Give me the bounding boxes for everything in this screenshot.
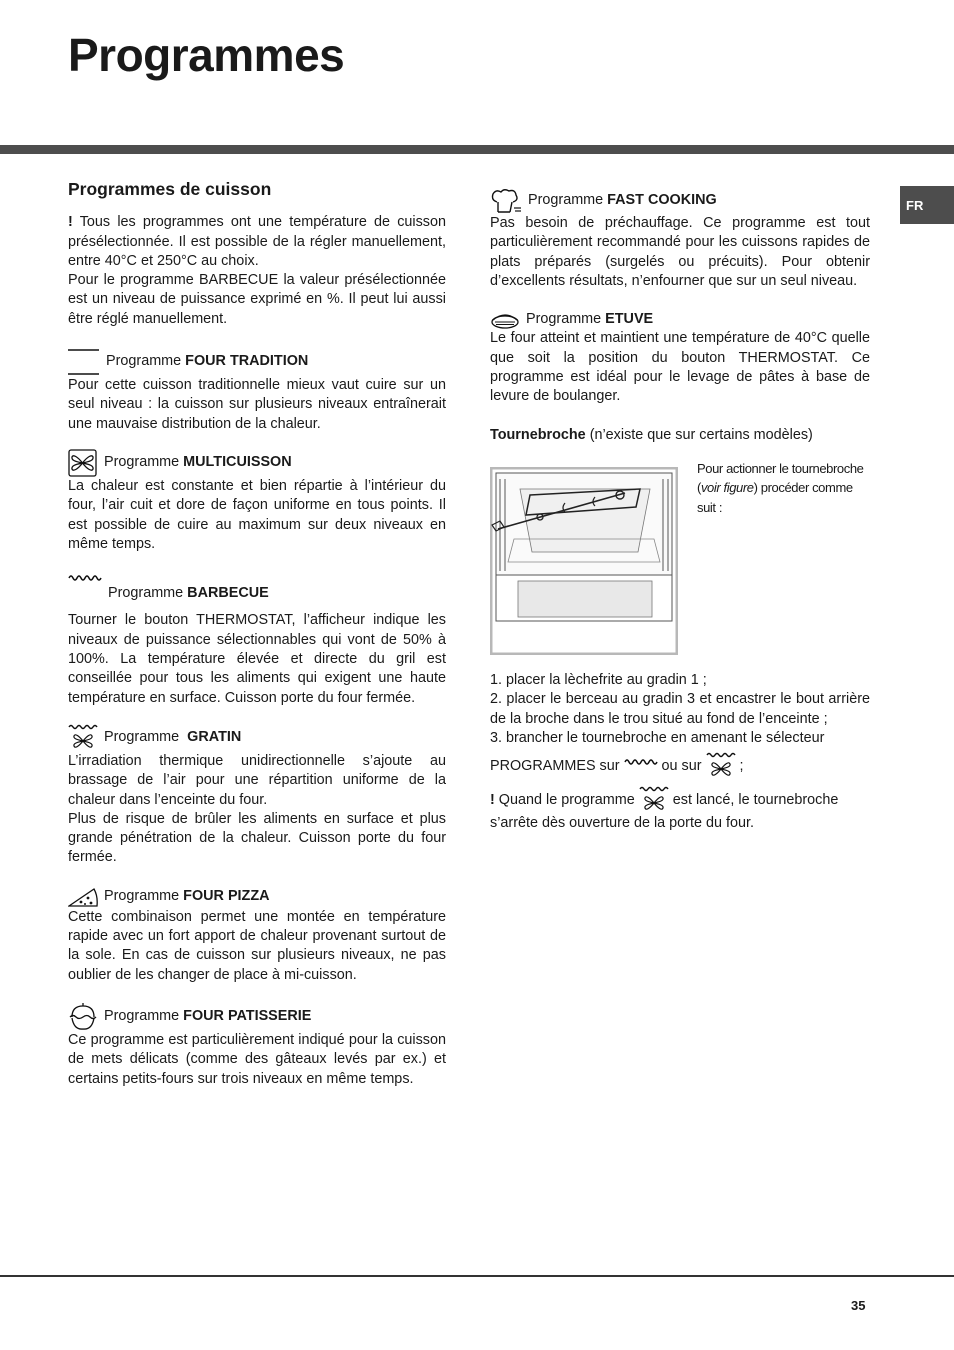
program-label: Programme BARBECUE (108, 585, 269, 602)
program-label: Programme GRATIN (104, 729, 242, 746)
program-heading-tradition (68, 348, 446, 376)
list-item: 3. brancher le tournebroche en amenant le sélecteur (490, 729, 825, 746)
rotisserie-subtitle: (n’existe que sur certains modèles) (589, 426, 813, 443)
chef-hat-icon (490, 188, 522, 214)
left-column (68, 180, 446, 1089)
warning-mark: ! (490, 791, 495, 808)
grill-fan-icon (706, 752, 736, 780)
program-desc-multicuisson: La chaleur est constante et bien répartie à l’intérieur du four, l’air cuit et dore de façon uniforme en tous points. Il est possible de cuire au maximum sur deux niveaux en même temps. (68, 477, 446, 552)
intro-text: Tous les programmes ont une température de cuisson présélectionnée. Il est possible de la régler manuellement, entre 40°C et 250°C au choix. (68, 214, 446, 269)
rotisserie-steps (490, 671, 870, 748)
program-desc-patisserie: Ce programme est particulièrement indiqué pour la cuisson de mets délicats (comme des gâteaux levés par ex.) et certains petits-fours sur trois niveaux en même temps. (68, 1031, 446, 1087)
list-item: 1. placer la lèchefrite au gradin 1 ; (490, 671, 707, 688)
program-label: Programme FOUR TRADITION (106, 353, 309, 370)
proofing-icon (490, 311, 520, 329)
pastry-icon (68, 1003, 98, 1031)
program-label: Programme FOUR PATISSERIE (104, 1008, 312, 1025)
program-desc-gratin-2: Plus de risque de brûler les aliments en surface et plus grande pénétration de la chaleur. Cuisson porte du four fermée. (68, 810, 446, 866)
page-title: Programmes (68, 29, 345, 81)
program-label: Programme FOUR PIZZA (104, 888, 270, 905)
section-heading: Programmes de cuisson (68, 179, 272, 199)
program-desc-etuve: Le four atteint et maintient une température de 40°C quelle que soit la position du bouton THERMOSTAT. Ce programme est idéal pour le levage de pâtes à base de levure de boulanger. (490, 330, 870, 405)
intro-paragraph-2: Pour le programme BARBECUE la valeur présélectionnée est un niveau de puissance exprimé en %. Il peut lui aussi être réglé manuellement. (68, 272, 446, 327)
rotisserie-figure-block (490, 460, 870, 657)
list-item: 2. placer le berceau au gradin 3 et encastrer le bout arrière de la broche dans le trou situé au fond de l’enceinte ; (490, 691, 870, 727)
program-heading-barbecue (68, 572, 446, 603)
program-heading-etuve (490, 310, 870, 329)
program-heading-pizza (68, 886, 446, 908)
program-desc-pizza: Cette combinaison permet une montée en température rapide avec un fort apport de chaleur provenant surtout de la sole. En cas de cuisson sur plusieurs niveaux, ne pas oublier de les changer de place à mi-cuisson. (68, 908, 446, 983)
header-rule (0, 145, 954, 154)
pizza-icon (68, 886, 98, 908)
program-desc-gratin: L’irradiation thermique unidirectionnelle s’ajoute au brassage de l’air pour une répartition uniforme de la chaleur dans l’enceinte du four. (68, 752, 446, 808)
program-heading-patisserie (68, 1003, 446, 1031)
language-tab: FR (900, 186, 954, 224)
rotisserie-illustration (490, 467, 678, 655)
program-heading-multicuisson (68, 449, 446, 477)
program-heading-fast-cooking (490, 188, 870, 214)
grill-icon (624, 758, 658, 774)
grill-fan-icon (68, 724, 98, 752)
right-column (490, 188, 870, 833)
grill-fan-icon (639, 786, 669, 814)
traditional-oven-icon (68, 348, 100, 376)
program-desc-tradition: Pour cette cuisson traditionnelle mieux vaut cuire sur un seul niveau : la cuisson sur plusieurs niveaux entraînerait une mauvaise distribution de la chaleur. (68, 377, 446, 432)
grill-icon (68, 572, 102, 584)
step3-continuation: PROGRAMMES sur ou sur ; (490, 752, 870, 780)
program-heading-gratin (68, 724, 446, 752)
warning-mark: ! (68, 214, 73, 231)
page-number: 35 (851, 1298, 866, 1313)
program-desc-fast-cooking: Pas besoin de préchauffage. Ce programme est tout particulièrement recommandé pour les cuissons rapides de plats préparés (surgelés ou précuits). Pour obtenir d’excellents résultats, n’enfourner que sur un seul niveau. (490, 215, 870, 289)
intro-paragraph (68, 213, 446, 271)
rotisserie-title: Tournebroche (490, 426, 586, 443)
program-label: Programme MULTICUISSON (104, 454, 292, 471)
program-label: Programme FAST COOKING (528, 192, 717, 209)
footer-rule (0, 1275, 954, 1277)
figure-caption: Pour actionner le tournebroche (voir figure) procéder comme suit : (697, 460, 864, 515)
fan-icon (68, 449, 98, 477)
rotisserie-note: ! Quand le programme est lancé, le tournebroche s’arrête dès ouverture de la porte du four. (490, 786, 870, 833)
rotisserie-heading (490, 426, 870, 445)
program-desc-barbecue: Tourner le bouton THERMOSTAT, l’afficheur indique les niveaux de puissance sélectionnables qui vont de 50% à 100%. La température élevée et directe du gril est conseillée pour tous les aliments qui exigent une haute température en surface. Cuisson porte du four fermée. (68, 612, 446, 706)
program-label: Programme ETUVE (526, 311, 654, 328)
